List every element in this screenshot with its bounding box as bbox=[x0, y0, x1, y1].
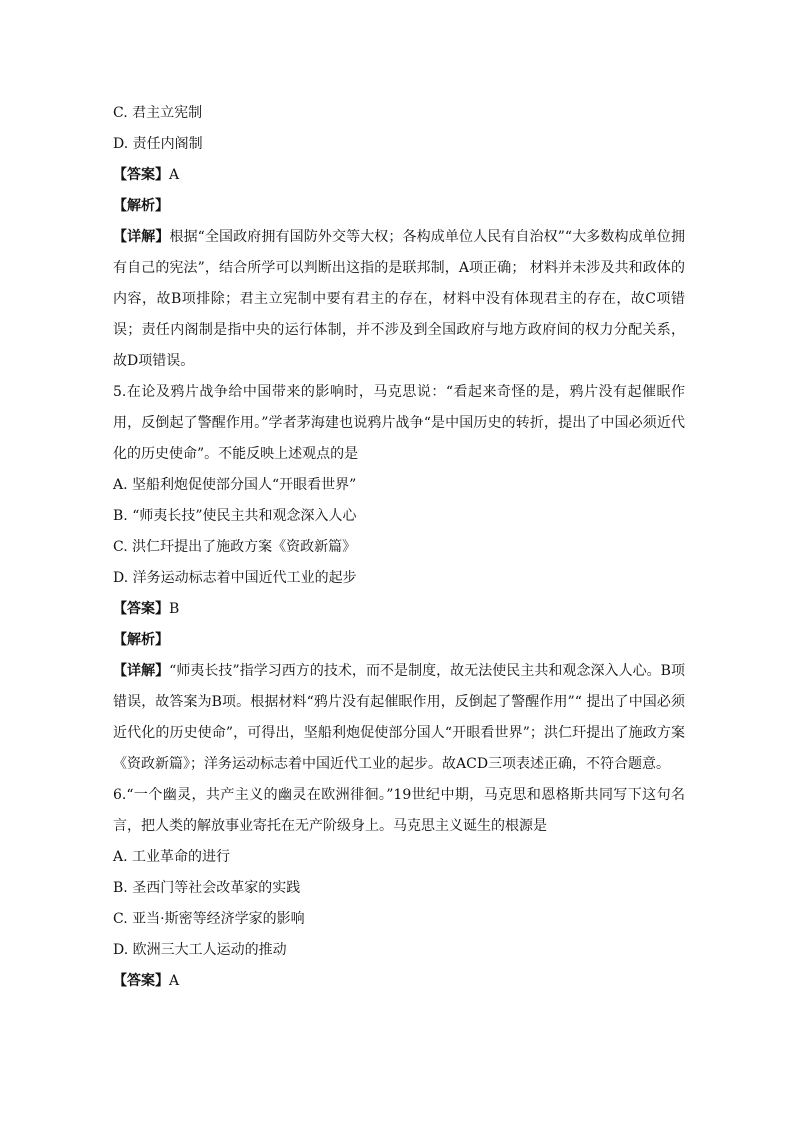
q5-option-c: C. 洪仁玕提出了施政方案《资政新篇》 bbox=[113, 539, 357, 555]
q5-option-b: B. “师夷长技”使民主共和观念深入人心 bbox=[113, 508, 357, 524]
detail-label: 【详解】 bbox=[113, 229, 170, 245]
q6-option-a: A. 工业革命的进行 bbox=[113, 849, 231, 865]
q4-option-d: D. 责任内阁制 bbox=[113, 136, 203, 152]
q4-analysis-label: 【解析】 bbox=[113, 198, 169, 214]
answer-value: B bbox=[169, 601, 180, 617]
answer-value: A bbox=[169, 167, 180, 183]
detail-label: 【详解】 bbox=[113, 663, 170, 679]
document-page bbox=[113, 98, 685, 997]
q6-option-b: B. 圣西门等社会改革家的实践 bbox=[113, 880, 301, 896]
q5-answer bbox=[113, 594, 685, 625]
q4-detail bbox=[113, 222, 685, 377]
q6-answer bbox=[113, 966, 685, 997]
detail-text: 根据“全国政府拥有国防外交等大权；各构成单位人民有自治权”“大多数构成单位拥有自己的宪法”，结合所学可以判断出这指的是联邦制，A项正确； 材料并未涉及共和政体的内容，故B项排除；君主立宪制中要有君主的存在，材料中没有体现君主的存在，故C项错误；责任内阁制是指中央的运行体制，并不涉及到全国政府与地方政府间的权力分配关系，故D项错误。 bbox=[113, 229, 685, 369]
answer-label: 【答案】 bbox=[113, 973, 169, 989]
answer-label: 【答案】 bbox=[113, 601, 169, 617]
detail-text: “师夷长技”指学习西方的技术，而不是制度，故无法使民主共和观念深入人心。B项错误，故答案为B项。根据材料“鸦片没有起催眠作用，反倒起了警醒作用”“ 提出了中国必须近代化的历史使命”，可得出，坚船利炮促使部分国人“开眼看世界”；洪仁玕提出了施政方案《资政新篇》；洋务运动标志着中国近代工业的起步。故ACD三项表述正确，不符合题意。 bbox=[113, 663, 685, 772]
answer-value: A bbox=[169, 973, 180, 989]
answer-label: 【答案】 bbox=[113, 167, 169, 183]
q5-analysis-label: 【解析】 bbox=[113, 632, 169, 648]
q4-answer bbox=[113, 160, 685, 191]
q5-stem: 5.在论及鸦片战争给中国带来的影响时，马克思说：“看起来奇怪的是，鸦片没有起催眠作用，反倒起了警醒作用。”学者茅海建也说鸦片战争“是中国历史的转折，提出了中国必须近代化的历史使命”。不能反映上述观点的是 bbox=[113, 384, 685, 462]
q6-option-c: C. 亚当·斯密等经济学家的影响 bbox=[113, 911, 305, 927]
q4-option-c: C. 君主立宪制 bbox=[113, 105, 203, 121]
q5-detail bbox=[113, 656, 685, 780]
q6-option-d: D. 欧洲三大工人运动的推动 bbox=[113, 942, 287, 958]
q5-option-d: D. 洋务运动标志着中国近代工业的起步 bbox=[113, 570, 357, 586]
q6-stem: 6.“一个幽灵，共产主义的幽灵在欧洲徘徊。”19世纪中期，马克思和恩格斯共同写下这句名言，把人类的解放事业寄托在无产阶级身上。马克思主义诞生的根源是 bbox=[113, 787, 685, 834]
q5-option-a: A. 坚船利炮促使部分国人“开眼看世界” bbox=[113, 477, 357, 493]
